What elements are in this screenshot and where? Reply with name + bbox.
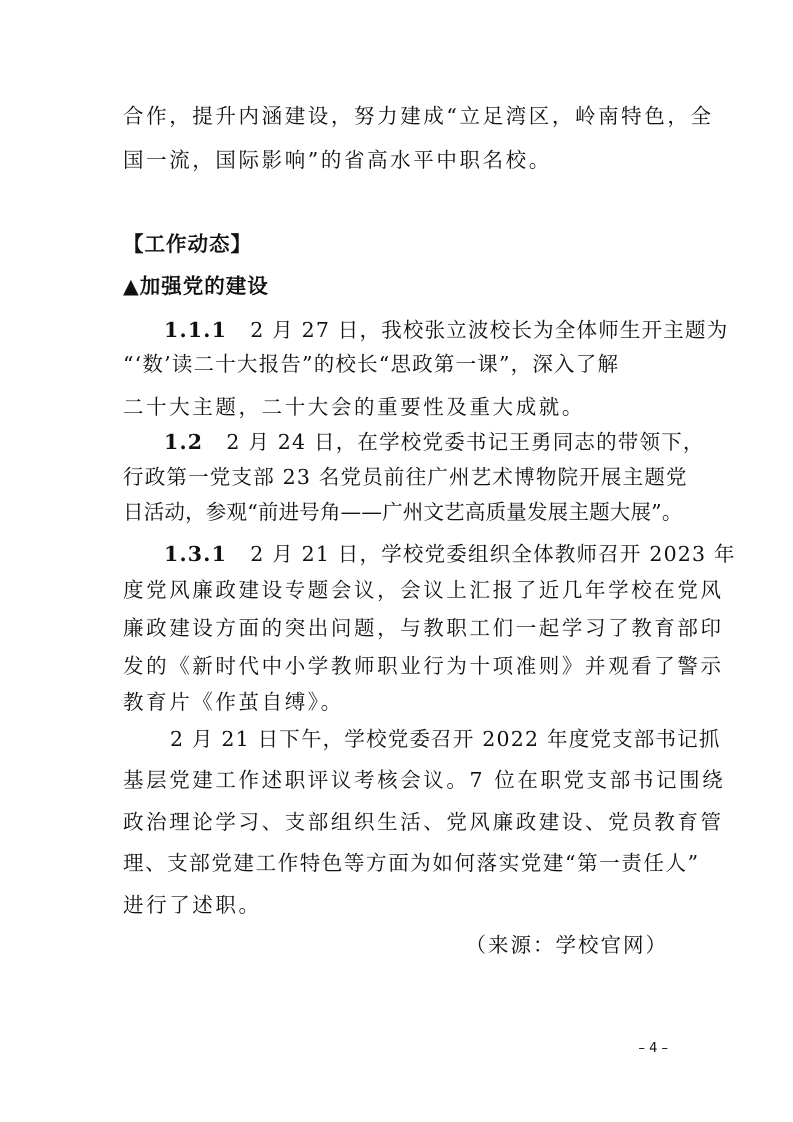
paragraph-line-3: 政治理论学习、支部组织生活、党风廉政建设、党员教育管 xyxy=(123,810,724,834)
item-3-number: 1.3.1 xyxy=(164,542,228,566)
item-1-first-line xyxy=(164,316,728,344)
paragraph-line-2: 基层党建工作述职评议考核会议。7 位在职党支部书记围绕 xyxy=(123,768,726,792)
item-3-line-4: 发的《新时代中小学教师职业行为十项准则》并观看了警示 xyxy=(123,654,724,678)
intro-line-2: 国一流，国际影响”的省高水平中职名校。 xyxy=(123,148,552,172)
item-3-line-3: 廉政建设方面的突出问题，与教职工们一起学习了教育部印 xyxy=(123,616,724,640)
item-3-text: 2 月 21 日，学校党委组织全体教师召开 2023 年 xyxy=(250,542,736,566)
item-1-text: 2 月 27 日，我校张立波校长为全体师生开主题为 xyxy=(250,318,729,342)
item-3-line-2: 度党风廉政建设专题会议，会议上汇报了近几年学校在党风 xyxy=(123,578,724,602)
item-3-line-5: 教育片《作茧自缚》。 xyxy=(123,690,344,714)
item-1-line-2: “‘数’读二十大报告”的校长“思政第一课”，深入了解 xyxy=(123,352,620,376)
page-number: – 4 – xyxy=(638,1041,668,1056)
source-note: （来源：学校官网） xyxy=(465,933,668,957)
item-2-number: 1.2 xyxy=(164,430,204,454)
subsection-title: ▲加强党的建设 xyxy=(123,274,269,298)
item-1-line-3: 二十大主题，二十大会的重要性及重大成就。 xyxy=(123,395,585,419)
section-title: 【工作动态】 xyxy=(123,232,252,256)
item-2-line-3: 日活动，参观“前进号角——广州文艺高质量发展主题大展”。 xyxy=(123,500,683,524)
item-1-number: 1.1.1 xyxy=(164,318,228,342)
paragraph-line-4: 理、支部党建工作特色等方面为如何落实党建“第一责任人” xyxy=(123,851,700,875)
intro-line-1: 合作，提升内涵建设，努力建成“立足湾区，岭南特色，全 xyxy=(123,104,714,128)
item-2-line-2: 行政第一党支部 23 名党员前往广州艺术博物院开展主题党 xyxy=(123,465,688,489)
paragraph-line-5: 进行了述职。 xyxy=(123,893,262,917)
paragraph-line-1: 2 月 21 日下午，学校党委召开 2022 年度党支部书记抓 xyxy=(170,727,721,751)
item-3-first-line xyxy=(164,540,736,568)
item-2-text: 2 月 24 日，在学校党委书记王勇同志的带领下， xyxy=(226,430,705,454)
item-2-first-line xyxy=(164,428,705,456)
